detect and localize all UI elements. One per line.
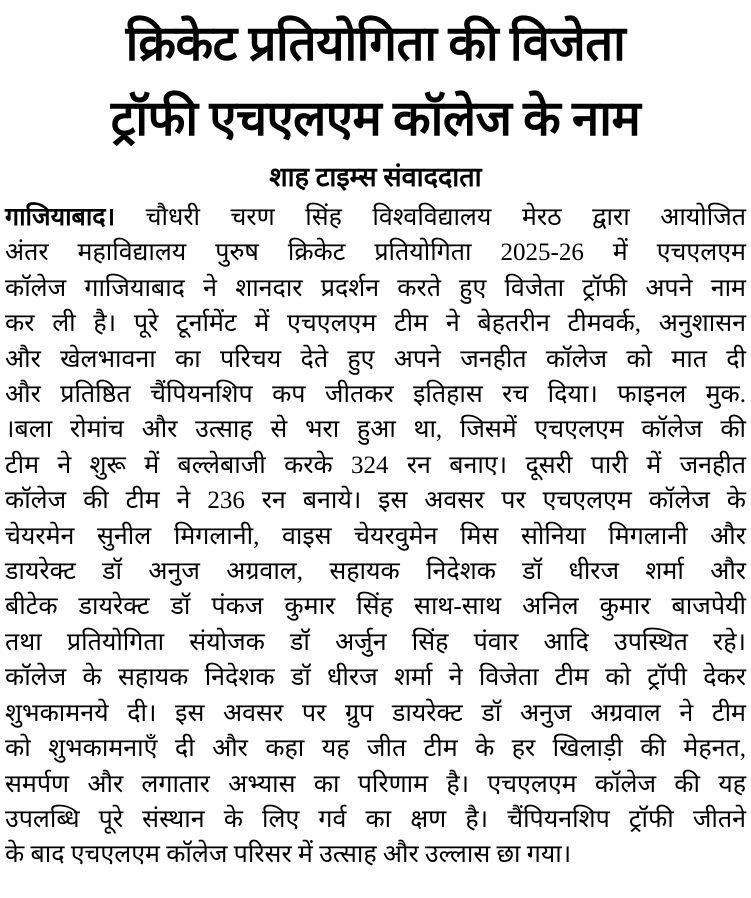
body-line: के बाद एचएलएम कॉलेज परिसर में उत्साह और उल्लास छा गया।	[5, 841, 572, 869]
body-line: समर्पण और लगातार अभ्यास का परिणाम है। एचएलएम कॉलेज की यह	[5, 770, 746, 798]
body-line: अंतर महाविद्यालय पुरुष क्रिकेट प्रतियोगिता 2025-26 में एचएलएम	[5, 239, 746, 267]
body-line: टीम ने शुरू में बल्लेबाजी करके 324 रन बनाए। दूसरी पारी में जनहीत	[5, 451, 746, 479]
body-line: ।बला रोमांच और उत्साह से भरा हुआ था, जिसमें एचएलएम कॉलेज की	[5, 416, 746, 444]
body-line: कॉलेज गाजियाबाद ने शानदार प्रदर्शन करते हुए विजेता ट्रॉफी अपने नाम	[5, 274, 746, 302]
body-line-dateline	[5, 200, 746, 235]
body-line: बीटेक डायरेक्ट डॉ पंकज कुमार सिंह साथ-साथ अनिल कुमार बाजपेयी	[5, 593, 746, 621]
body-line: और प्रतिष्ठित चैंपियनशिप कप जीतकर इतिहास रच दिया। फाइनल मुक.	[5, 381, 746, 409]
headline	[0, 0, 751, 156]
body-line: तथा प्रतियोगिता संयोजक डॉ अर्जुन सिंह पंवार आदि उपस्थित रहे।	[5, 628, 746, 656]
article-body	[0, 200, 751, 873]
body-line: को शुभकामनाएँ दी और कहा यह जीत टीम के हर खिलाड़ी की मेहनत,	[5, 735, 746, 763]
body-line: डायरेक्ट डॉ अनुज अग्रवाल, सहायक निदेशक डॉ धीरज शर्मा और	[5, 558, 746, 586]
body-line-text: चौधरी चरण सिंह विश्वविद्यालय मेरठ द्वारा आयोजित	[145, 204, 746, 231]
body-line: कॉलेज की टीम ने 236 रन बनाये। इस अवसर पर एचएलएम कॉलेज के	[5, 487, 746, 515]
body-line: शुभकामनये दी। इस अवसर पर ग्रुप डायरेक्ट डॉ अनुज अग्रवाल ने टीम	[5, 699, 746, 727]
body-line: और खेलभावना का परिचय देते हुए अपने जनहीत कॉलेज को मात दी	[5, 345, 746, 373]
body-line: कॉलेज के सहायक निदेशक डॉ धीरज शर्मा ने विजेता टीम को ट्रॉपी देकर	[5, 664, 746, 692]
body-line: उपलब्धि पूरे संस्थान के लिए गर्व का क्षण है। चैंपियनशिप ट्रॉफी जीतने	[5, 805, 746, 833]
headline-line-2: ट्रॉफी एचएलएम कॉलेज के नाम	[110, 91, 641, 146]
headline-line-1: क्रिकेट प्रतियोगिता की विजेता	[125, 16, 626, 71]
body-line: कर ली है। पूरे टूर्नामेंट में एचएलएम टीम ने बेहतरीन टीमवर्क, अनुशासन	[5, 310, 746, 338]
dateline: गाजियाबाद।	[5, 204, 116, 231]
body-line: चेयरमेन सुनील मिगलानी, वाइस चेयरवुमेन मिस सोनिया मिगलानी और	[5, 522, 746, 550]
byline: शाह टाइम्स संवाददाता	[269, 162, 482, 192]
